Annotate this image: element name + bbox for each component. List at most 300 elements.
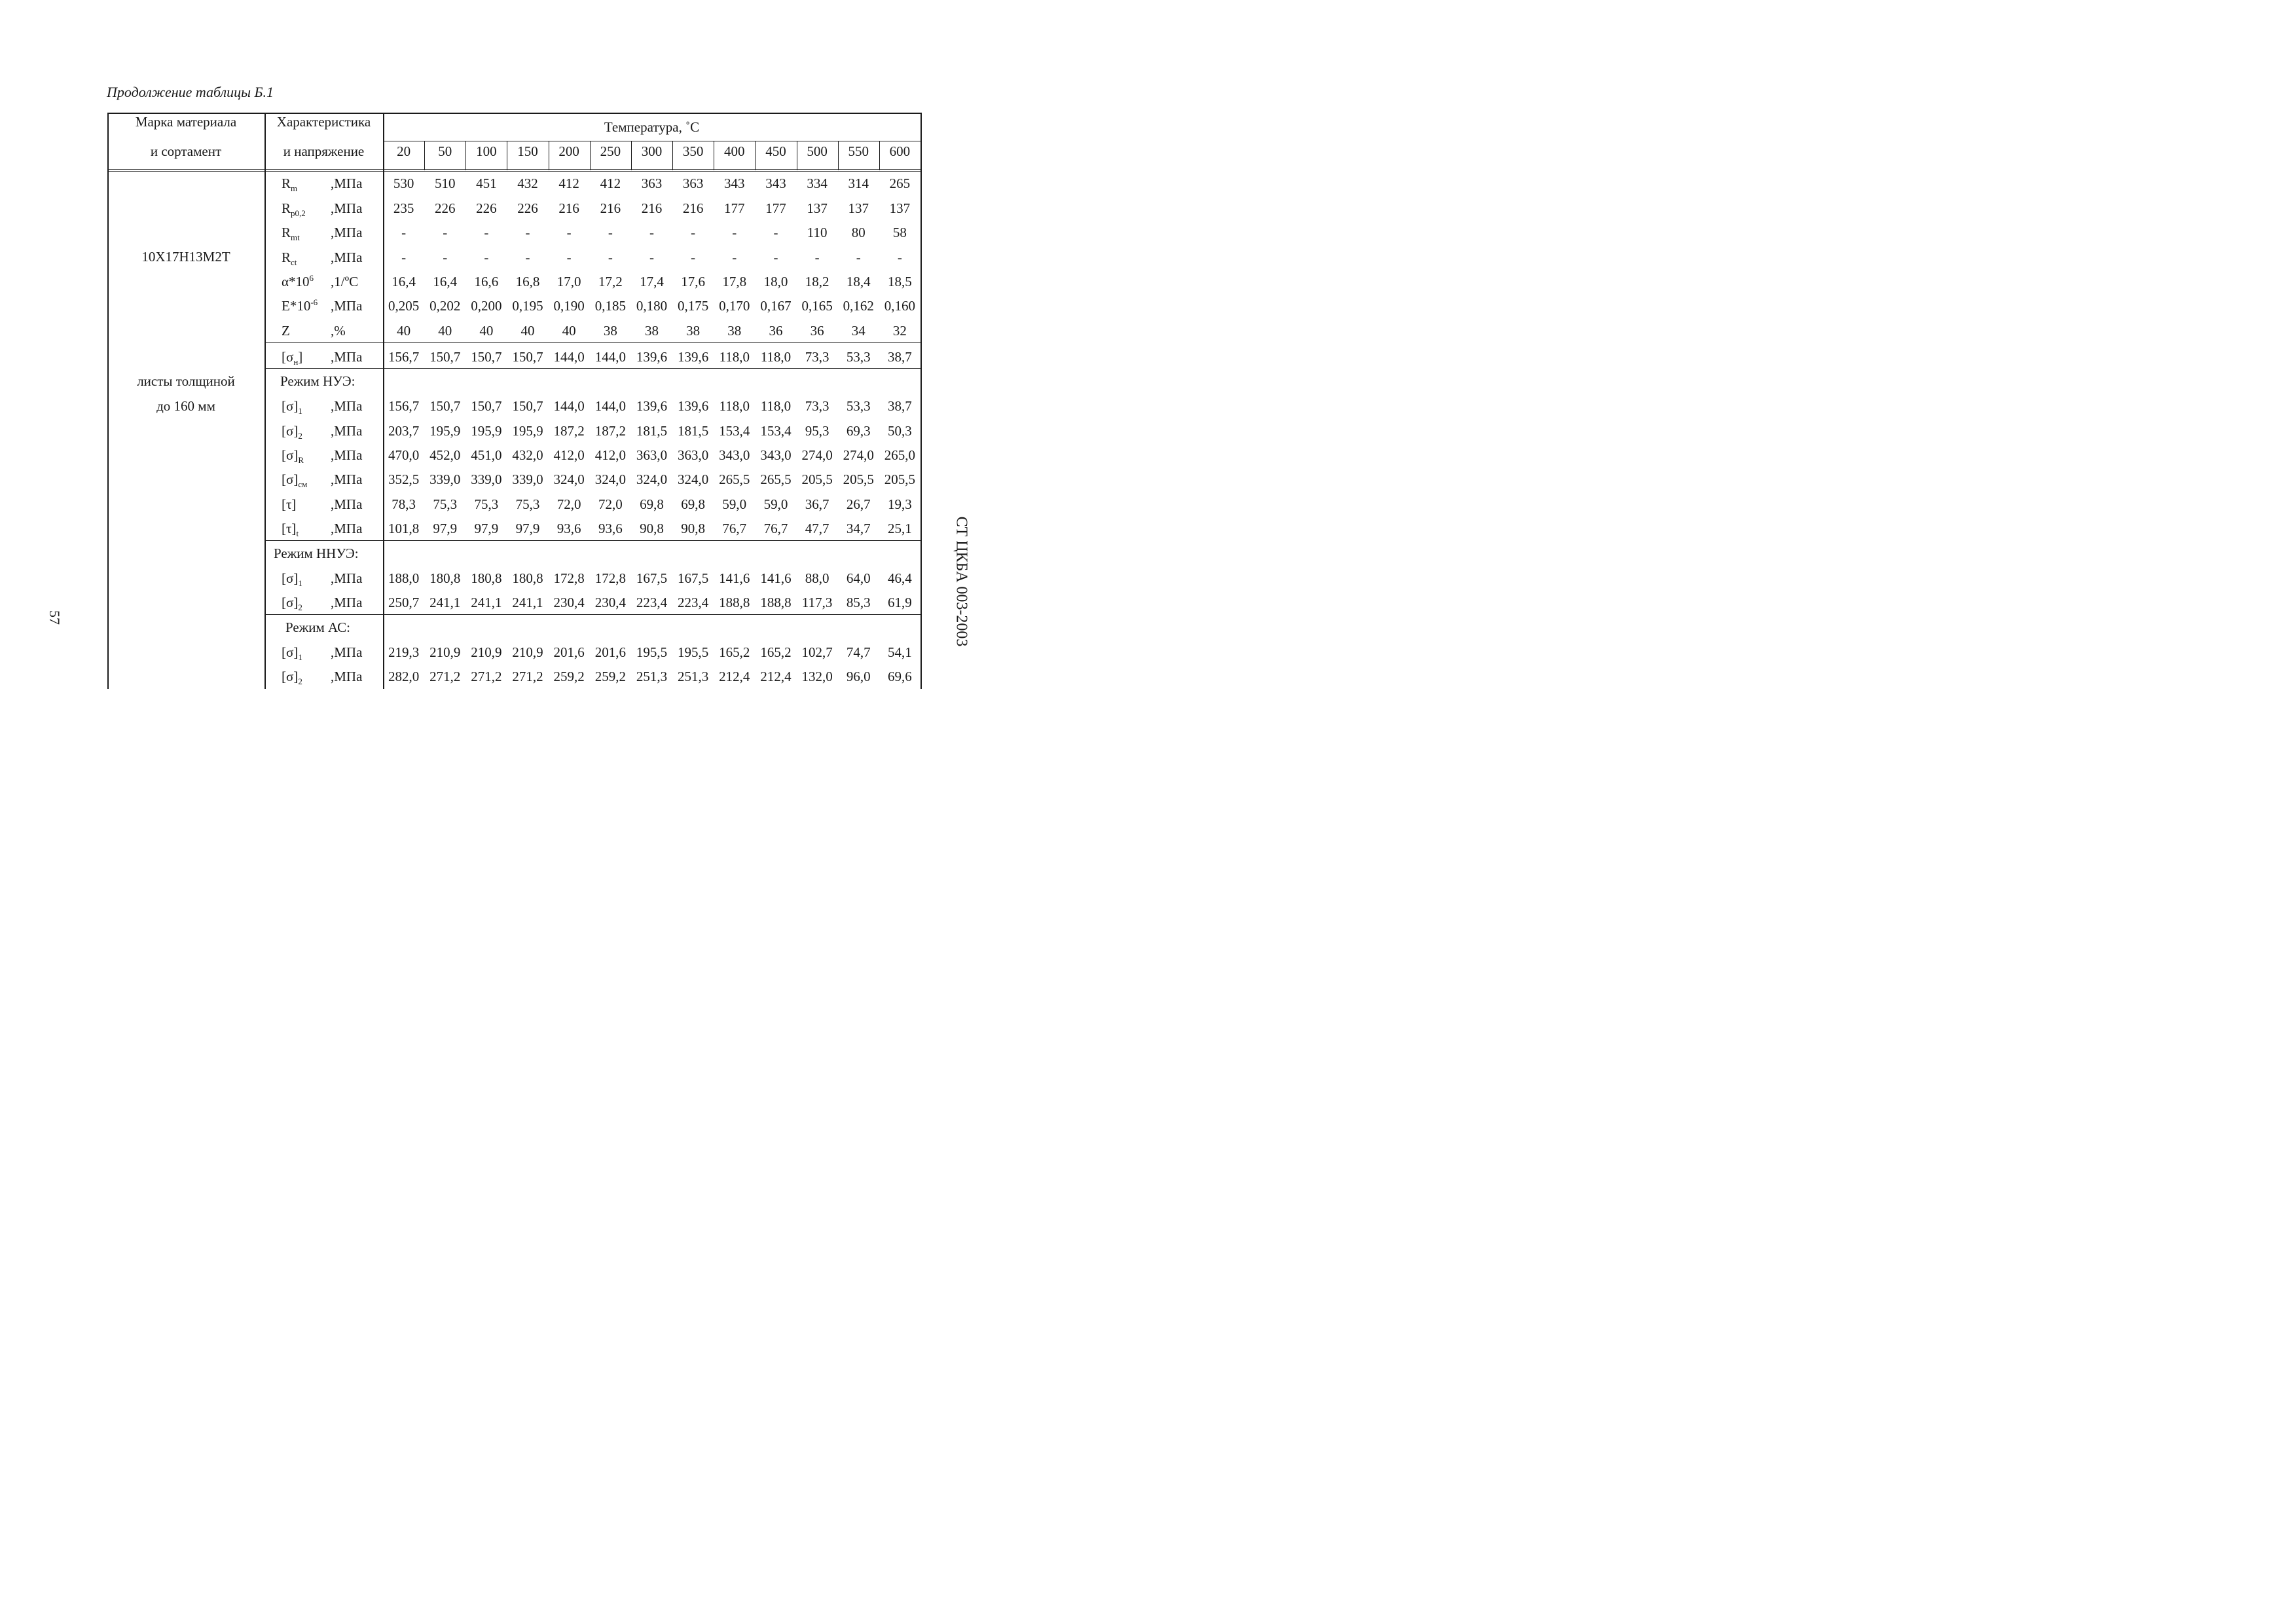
characteristic-unit: ,МПа	[331, 298, 363, 314]
table-cell-value: 118,0	[719, 349, 750, 365]
table-cell-value: -	[525, 249, 530, 265]
table-cell-value: 203,7	[388, 423, 420, 439]
table-cell-value: 40	[479, 323, 494, 339]
table-cell-value: 205,5	[843, 471, 874, 487]
table-cell-value: 165,2	[760, 644, 792, 660]
table-cell-value: 334	[807, 175, 828, 191]
table-cell-value: 61,9	[888, 595, 912, 610]
table-cell-value: 212,4	[719, 669, 750, 684]
table-cell-value: 352,5	[388, 471, 420, 487]
table-cell-value: 343,0	[719, 447, 750, 463]
page-number: 57	[46, 610, 63, 625]
table-cell-value: 210,9	[512, 644, 543, 660]
column-divider-char	[264, 113, 266, 689]
table-cell-value: -	[401, 249, 407, 265]
table-cell-value: 226	[517, 200, 538, 216]
header-char-line1: Характеристика	[276, 114, 371, 130]
table-cell-value: 451,0	[471, 447, 502, 463]
table-cell-value: 530	[393, 175, 414, 191]
table-cell-value: -	[443, 225, 448, 240]
table-cell-value: 271,2	[512, 669, 543, 684]
table-cell-value: 274,0	[843, 447, 874, 463]
table-cell-value: 210,9	[429, 644, 461, 660]
table-cell-value: 172,8	[553, 570, 585, 586]
table-cell-value: 0,175	[678, 298, 709, 314]
material-form-line2: до 160 мм	[156, 398, 215, 414]
table-cell-value: 78,3	[392, 496, 416, 512]
table-cell-value: 58	[892, 225, 907, 240]
table-cell-value: 339,0	[512, 471, 543, 487]
table-cell-value: 226	[434, 200, 456, 216]
table-cell-value: 241,1	[512, 595, 543, 610]
table-cell-value: 17,2	[598, 274, 623, 289]
table-cell-value: 180,8	[471, 570, 502, 586]
temperature-header: 250	[600, 143, 621, 159]
temperature-header: 600	[889, 143, 911, 159]
table-cell-value: 17,6	[681, 274, 705, 289]
table-cell-value: 343,0	[760, 447, 792, 463]
table-cell-value: 141,6	[760, 570, 792, 586]
table-cell-value: 76,7	[763, 521, 788, 536]
table-cell-value: -	[649, 225, 654, 240]
table-cell-value: -	[773, 249, 778, 265]
table-cell-value: -	[691, 249, 696, 265]
table-cell-value: 110	[807, 225, 828, 240]
table-cell-value: 177	[724, 200, 745, 216]
table-cell-value: 324,0	[636, 471, 668, 487]
table-cell-value: 16,6	[474, 274, 499, 289]
table-cell-value: 16,4	[392, 274, 416, 289]
table-cell-value: 235	[393, 200, 414, 216]
table-cell-value: -	[525, 225, 530, 240]
table-cell-value: 59,0	[722, 496, 747, 512]
table-cell-value: 118,0	[760, 349, 792, 365]
table-cell-value: 188,8	[760, 595, 792, 610]
table-cell-value: 117,3	[801, 595, 833, 610]
table-cell-value: 38,7	[888, 349, 912, 365]
table-cell-value: 75,3	[515, 496, 540, 512]
table-cell-value: 96,0	[846, 669, 871, 684]
characteristic-symbol: $[\sigma]_1$	[282, 398, 302, 416]
table-cell-value: 223,4	[636, 595, 668, 610]
standard-code: СТ ЦКБА 003-2003	[953, 516, 970, 647]
table-cell-value: -	[608, 249, 613, 265]
table-cell-value: 75,3	[474, 496, 499, 512]
table-cell-value: 90,8	[640, 521, 664, 536]
table-cell-value: -	[814, 249, 820, 265]
table-cell-value: 282,0	[388, 669, 420, 684]
characteristic-unit: ,МПа	[331, 200, 363, 216]
row-divider-sigma-n	[264, 342, 921, 343]
table-cell-value: -	[773, 225, 778, 240]
table-cell-value: 412	[600, 175, 621, 191]
table-cell-value: 64,0	[846, 570, 871, 586]
table-cell-value: 47,7	[805, 521, 829, 536]
table-cell-value: 216	[682, 200, 704, 216]
table-cell-value: -	[484, 225, 489, 240]
table-cell-value: 265,5	[719, 471, 750, 487]
table-cell-value: 201,6	[553, 644, 585, 660]
characteristic-symbol: $R_{p0,2}$	[282, 200, 306, 219]
characteristic-unit: ,МПа	[331, 496, 363, 512]
table-cell-value: 46,4	[888, 570, 912, 586]
table-cell-value: 0,185	[594, 298, 626, 314]
table-cell-value: 363,0	[678, 447, 709, 463]
table-cell-value: 156,7	[388, 398, 420, 414]
table-cell-value: 412,0	[553, 447, 585, 463]
table-cell-value: 452,0	[429, 447, 461, 463]
table-cell-value: 150,7	[471, 398, 502, 414]
table-cell-value: 18,5	[888, 274, 912, 289]
characteristic-symbol: $[\sigma]_1$	[282, 644, 302, 663]
table-cell-value: 19,3	[888, 496, 912, 512]
table-cell-value: 40	[520, 323, 535, 339]
table-cell-value: 144,0	[553, 349, 585, 365]
table-cell-value: 101,8	[388, 521, 420, 536]
header-material-line1: Марка материала	[135, 114, 237, 130]
table-cell-value: 132,0	[801, 669, 833, 684]
table-cell-value: 259,2	[553, 669, 585, 684]
table-cell-value: 85,3	[846, 595, 871, 610]
table-cell-value: 167,5	[678, 570, 709, 586]
characteristic-unit: ,МПа	[331, 669, 363, 684]
table-cell-value: 205,5	[884, 471, 916, 487]
table-cell-value: 251,3	[636, 669, 668, 684]
table-cell-value: 0,167	[760, 298, 792, 314]
temperature-header: 450	[765, 143, 786, 159]
table-cell-value: 118,0	[760, 398, 792, 414]
table-cell-value: -	[484, 249, 489, 265]
table-cell-value: 451	[476, 175, 497, 191]
header-char-line2: и напряжение	[283, 143, 365, 159]
table-cell-value: 339,0	[429, 471, 461, 487]
table-cell-value: 274,0	[801, 447, 833, 463]
table-cell-value: 102,7	[801, 644, 833, 660]
table-cell-value: 271,2	[429, 669, 461, 684]
table-cell-value: 510	[434, 175, 456, 191]
table-cell-value: 167,5	[636, 570, 668, 586]
table-cell-value: 16,8	[515, 274, 540, 289]
table-cell-value: 156,7	[388, 349, 420, 365]
table-cell-value: 69,8	[681, 496, 705, 512]
table-cell-value: 36	[769, 323, 783, 339]
table-cell-value: -	[566, 225, 572, 240]
table-cell-value: 188,8	[719, 595, 750, 610]
table-cell-value: -	[856, 249, 861, 265]
table-cell-value: 271,2	[471, 669, 502, 684]
row-divider-mode-1	[264, 368, 921, 369]
table-cell-value: 137	[848, 200, 869, 216]
temperature-header: 350	[682, 143, 704, 159]
characteristic-symbol: $R_m$	[282, 175, 298, 194]
characteristic-unit: ,МПа	[331, 471, 363, 487]
table-cell-value: -	[608, 225, 613, 240]
characteristic-unit: ,МПа	[331, 249, 363, 265]
table-cell-value: 73,3	[805, 398, 829, 414]
table-cell-value: 216	[600, 200, 621, 216]
table-cell-value: 230,4	[553, 595, 585, 610]
table-cell-value: 363,0	[636, 447, 668, 463]
table-cell-value: 0,205	[388, 298, 420, 314]
characteristic-unit: ,МПа	[331, 225, 363, 240]
table-cell-value: 195,9	[429, 423, 461, 439]
table-cell-value: -	[897, 249, 902, 265]
table-cell-value: 223,4	[678, 595, 709, 610]
table-cell-value: 118,0	[719, 398, 750, 414]
table-cell-value: 0,200	[471, 298, 502, 314]
table-cell-value: 40	[397, 323, 411, 339]
table-cell-value: 0,190	[553, 298, 585, 314]
table-cell-value: 180,8	[429, 570, 461, 586]
characteristic-symbol: $[\sigma]_R$	[282, 447, 304, 466]
table-cell-value: 201,6	[594, 644, 626, 660]
characteristic-unit: ,%	[331, 323, 346, 339]
table-cell-value: 0,160	[884, 298, 916, 314]
table-cell-value: 188,0	[388, 570, 420, 586]
table-cell-value: 216	[558, 200, 579, 216]
temperature-header: 300	[641, 143, 663, 159]
characteristic-symbol: $[\sigma]_2$	[282, 669, 302, 687]
table-cell-value: 195,5	[678, 644, 709, 660]
table-cell-value: 97,9	[474, 521, 499, 536]
table-cell-value: 139,6	[678, 398, 709, 414]
table-cell-value: 16,4	[433, 274, 458, 289]
table-cell-value: 38	[727, 323, 742, 339]
header-bottom-rule-2	[107, 171, 921, 172]
characteristic-symbol: $[\sigma_н]$	[282, 349, 303, 367]
table-cell-value: 195,5	[636, 644, 668, 660]
table-cell-value: 230,4	[594, 595, 626, 610]
table-cell-value: 205,5	[801, 471, 833, 487]
table-cell-value: 251,3	[678, 669, 709, 684]
table-cell-value: 172,8	[594, 570, 626, 586]
table-cell-value: 97,9	[515, 521, 540, 536]
table-cell-value: 69,8	[640, 496, 664, 512]
table-cell-value: 93,6	[598, 521, 623, 536]
table-cell-value: 34,7	[846, 521, 871, 536]
table-cell-value: 324,0	[594, 471, 626, 487]
table-cell-value: 339,0	[471, 471, 502, 487]
header-temperature-title: Температура, ˚С	[604, 119, 700, 135]
table-cell-value: 165,2	[719, 644, 750, 660]
table-cell-value: 265,5	[760, 471, 792, 487]
table-cell-value: 38	[686, 323, 701, 339]
table-cell-value: 88,0	[805, 570, 829, 586]
table-cell-value: 69,6	[888, 669, 912, 684]
table-cell-value: 212,4	[760, 669, 792, 684]
characteristic-unit: ,МПа	[331, 595, 363, 610]
table-cell-value: 139,6	[636, 349, 668, 365]
table-cell-value: 195,9	[471, 423, 502, 439]
table-cell-value: 219,3	[388, 644, 420, 660]
table-cell-value: 0,195	[512, 298, 543, 314]
table-cell-value: 144,0	[594, 349, 626, 365]
table-cell-value: 38	[603, 323, 617, 339]
table-cell-value: 470,0	[388, 447, 420, 463]
table-cell-value: 181,5	[678, 423, 709, 439]
table-cell-value: 153,4	[760, 423, 792, 439]
mode-title: Режим НУЭ:	[280, 373, 355, 389]
table-cell-value: 80	[851, 225, 866, 240]
table-cell-value: -	[443, 249, 448, 265]
table-cell-value: 432,0	[512, 447, 543, 463]
table-cell-value: 0,180	[636, 298, 668, 314]
table-cell-value: 241,1	[429, 595, 461, 610]
characteristic-unit: ,МПа	[331, 398, 363, 414]
table-cell-value: 17,0	[556, 274, 581, 289]
table-caption: Продолжение таблицы Б.1	[107, 84, 274, 100]
table-cell-value: 76,7	[722, 521, 747, 536]
characteristic-unit: ,МПа	[331, 175, 363, 191]
table-cell-value: 72,0	[598, 496, 623, 512]
table-cell-value: 141,6	[719, 570, 750, 586]
mode-title: Режим АС:	[285, 619, 350, 635]
table-cell-value: 144,0	[553, 398, 585, 414]
table-cell-value: -	[566, 249, 572, 265]
material-grade: 10Х17Н13М2Т	[141, 249, 230, 265]
table-cell-value: 226	[476, 200, 497, 216]
table-cell-value: 97,9	[433, 521, 458, 536]
table-cell-value: 0,165	[801, 298, 833, 314]
table-cell-value: 363	[641, 175, 663, 191]
table-cell-value: 93,6	[556, 521, 581, 536]
table-cell-value: 32	[892, 323, 907, 339]
table-cell-value: 69,3	[846, 423, 871, 439]
table-cell-value: 0,202	[429, 298, 461, 314]
characteristic-symbol: $[\sigma]_2$	[282, 423, 302, 441]
characteristic-symbol: $[\sigma]_2$	[282, 595, 302, 613]
table-cell-value: 72,0	[556, 496, 581, 512]
table-cell-value: 90,8	[681, 521, 705, 536]
table-cell-value: 150,7	[471, 349, 502, 365]
table-cell-value: 210,9	[471, 644, 502, 660]
table-cell-value: 40	[562, 323, 576, 339]
table-cell-value: 73,3	[805, 349, 829, 365]
table-cell-value: 26,7	[846, 496, 871, 512]
table-cell-value: 18,4	[846, 274, 871, 289]
table-cell-value: 50,3	[888, 423, 912, 439]
temperature-header: 100	[476, 143, 497, 159]
temperature-header: 500	[807, 143, 828, 159]
temperature-header: 150	[517, 143, 538, 159]
table-cell-value: 324,0	[553, 471, 585, 487]
temperature-header: 50	[438, 143, 452, 159]
table-cell-value: 432	[517, 175, 538, 191]
table-cell-value: 250,7	[388, 595, 420, 610]
characteristic-unit: ,МПа	[331, 521, 363, 536]
table-cell-value: -	[732, 225, 737, 240]
temperature-header: 400	[724, 143, 745, 159]
table-cell-value: 343	[765, 175, 786, 191]
table-cell-value: 53,3	[846, 349, 871, 365]
characteristic-unit: ,МПа	[331, 447, 363, 463]
table-cell-value: 54,1	[888, 644, 912, 660]
table-cell-value: 150,7	[429, 398, 461, 414]
table-cell-value: 187,2	[553, 423, 585, 439]
table-cell-value: 139,6	[678, 349, 709, 365]
table-cell-value: 34	[851, 323, 866, 339]
table-cell-value: 180,8	[512, 570, 543, 586]
table-cell-value: 95,3	[805, 423, 829, 439]
characteristic-unit: ,МПа	[331, 349, 363, 365]
table-cell-value: 343	[724, 175, 745, 191]
table-cell-value: 139,6	[636, 398, 668, 414]
table-cell-value: 265,0	[884, 447, 916, 463]
characteristic-symbol: $[\sigma]_1$	[282, 570, 302, 589]
table-cell-value: 137	[807, 200, 828, 216]
table-cell-value: 265	[889, 175, 911, 191]
table-cell-value: 153,4	[719, 423, 750, 439]
table-cell-value: 38,7	[888, 398, 912, 414]
table-cell-value: 241,1	[471, 595, 502, 610]
table-border-right	[920, 113, 922, 689]
mode-title: Режим ННУЭ:	[274, 545, 359, 561]
table-cell-value: 150,7	[512, 349, 543, 365]
table-cell-value: 181,5	[636, 423, 668, 439]
table-cell-value: -	[649, 249, 654, 265]
characteristic-symbol: [τ]	[282, 496, 297, 512]
characteristic-symbol: $[\tau]_t$	[282, 521, 299, 539]
material-form-line1: листы толщиной	[137, 373, 235, 389]
table-cell-value: 40	[438, 323, 452, 339]
characteristic-unit: ,МПа	[331, 423, 363, 439]
characteristic-symbol: $E*10^{-6}$	[282, 297, 318, 314]
table-cell-value: 38	[644, 323, 659, 339]
table-cell-value: -	[691, 225, 696, 240]
table-cell-value: 144,0	[594, 398, 626, 414]
table-cell-value: 75,3	[433, 496, 458, 512]
characteristic-unit: ,МПа	[331, 570, 363, 586]
characteristic-symbol: $\alpha*10^6$	[282, 273, 314, 289]
characteristic-symbol: $[\sigma]_{см}$	[282, 471, 308, 490]
characteristic-unit: ,МПа	[331, 644, 363, 660]
table-cell-value: 216	[641, 200, 663, 216]
header-bottom-rule	[107, 169, 921, 170]
table-cell-value: 18,0	[763, 274, 788, 289]
table-cell-value: -	[732, 249, 737, 265]
temperature-header: 200	[558, 143, 579, 159]
table-cell-value: 36	[810, 323, 824, 339]
table-cell-value: 177	[765, 200, 786, 216]
table-cell-value: 74,7	[846, 644, 871, 660]
characteristic-symbol: Z	[282, 323, 290, 339]
table-cell-value: 412,0	[594, 447, 626, 463]
row-divider-mode	[264, 540, 921, 541]
table-cell-value: 59,0	[763, 496, 788, 512]
table-cell-value: -	[401, 225, 407, 240]
table-cell-value: 412	[558, 175, 579, 191]
table-cell-value: 18,2	[805, 274, 829, 289]
row-divider-mode	[264, 614, 921, 615]
temperature-header: 550	[848, 143, 869, 159]
table-cell-value: 259,2	[594, 669, 626, 684]
table-cell-value: 187,2	[594, 423, 626, 439]
table-cell-value: 137	[889, 200, 911, 216]
characteristic-unit: ,1/ºС	[331, 274, 359, 289]
temperature-header: 20	[397, 143, 411, 159]
characteristic-symbol: $R_{mt}$	[282, 225, 300, 243]
table-cell-value: 314	[848, 175, 869, 191]
characteristic-symbol: $R_{ct}$	[282, 249, 297, 268]
table-cell-value: 0,170	[719, 298, 750, 314]
table-cell-value: 36,7	[805, 496, 829, 512]
table-cell-value: 17,8	[722, 274, 747, 289]
table-cell-value: 150,7	[429, 349, 461, 365]
table-cell-value: 195,9	[512, 423, 543, 439]
table-cell-value: 363	[682, 175, 704, 191]
table-cell-value: 150,7	[512, 398, 543, 414]
table-cell-value: 324,0	[678, 471, 709, 487]
